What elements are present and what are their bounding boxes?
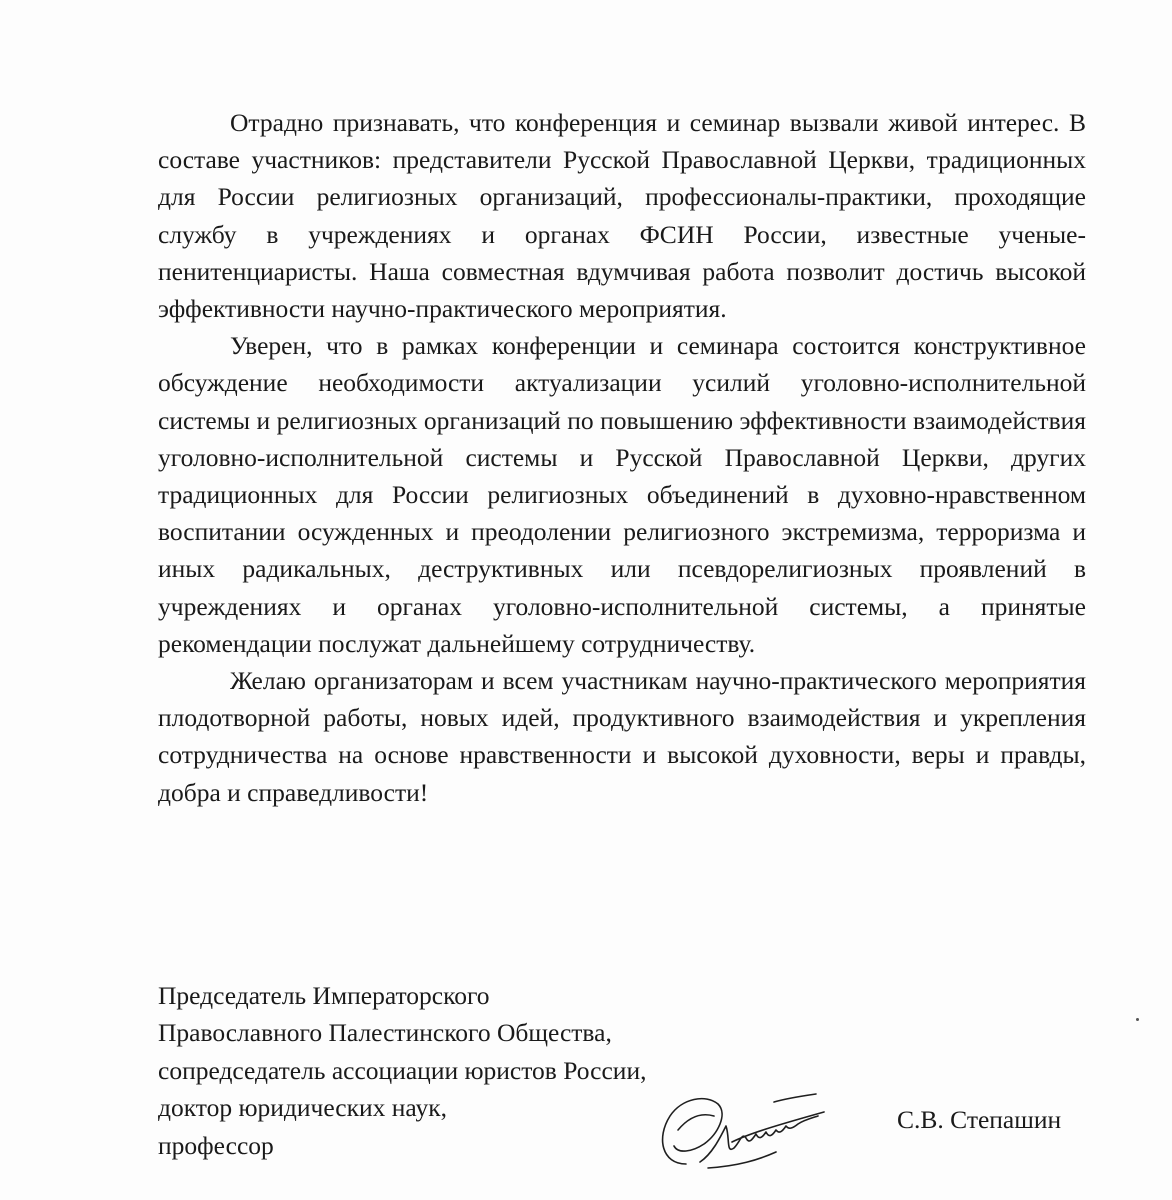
paragraph-1: Отрадно признавать, что конференция и семинар вызвали живой интерес. В составе участников: представители Русской Православной Церкви, традиционных для России религиозных организаций, профессионалы-практики, проходящие службу в учреждениях и органах ФСИН России, известные ученые-пенитенциаристы. Наша совместная вдумчивая работа позволит достичь высокой эффективности научно-практического мероприятия.: [158, 108, 1086, 324]
handwritten-signature-icon: [648, 1068, 828, 1178]
signatory-title-line-5: профессор: [158, 1130, 274, 1160]
signatory-title-line-1: Председатель Императорского: [158, 981, 490, 1010]
paragraph-3: Желаю организаторам и всем участникам научно-практического мероприятия плодотворной работы, новых идей, продуктивного взаимодействия и укрепления сотрудничества на основе нравственности и высокой духовности, веры и правды, добра и справедливости!: [158, 666, 1086, 807]
signatory-title-line-3: сопредседатель ассоциации юристов России,: [158, 1055, 647, 1085]
paragraph-2: Уверен, что в рамках конференции и семинара состоится конструктивное обсуждение необходимости актуализации усилий уголовно-исполнительной системы и религиозных организаций по повышению эффективности взаимодействия уголовно-исполнительной системы и Русской Православной Церкви, других традиционных для России религиозных объединений в духовно-нравственном воспитании осужденных и преодолении религиозного экстремизма, терроризма и иных радикальных, деструктивных или псевдорелигиозных проявлений в учреждениях и органах уголовно-исполнительной системы, а принятые рекомендации послужат дальнейшему сотрудничеству.: [158, 331, 1086, 658]
letter-body: [158, 104, 1086, 811]
signatory-title-line-2: Православного Палестинского Общества,: [158, 1018, 612, 1048]
signer-name: С.В. Степашин: [897, 1105, 1062, 1134]
scan-speck: [1136, 1018, 1139, 1021]
signatory-title-line-4: доктор юридических наук,: [158, 1093, 447, 1123]
